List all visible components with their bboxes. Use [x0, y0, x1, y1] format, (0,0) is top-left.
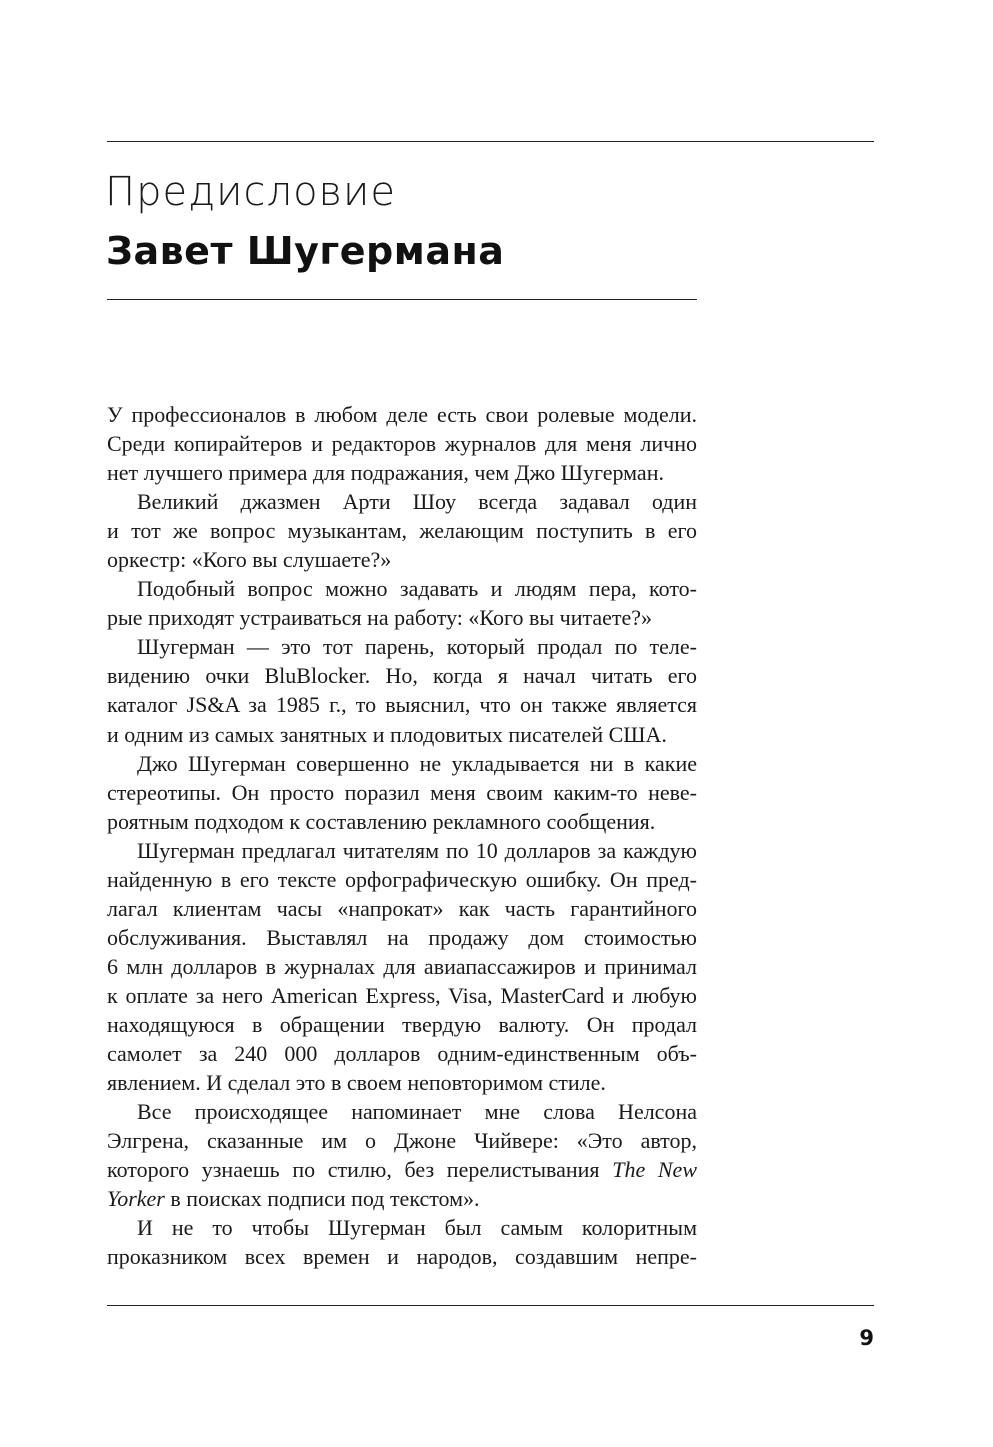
body-line: Великий джазмен Арти Шоу всегда задавал один — [137, 489, 697, 515]
body-line: лагал клиентам часы «напрокат» как часть гарантийного — [107, 895, 697, 921]
body-line: Элгрена, сказанные им о Джоне Чийвере: «Это автор, — [107, 1128, 697, 1154]
body-line: стереотипы. Он просто поразил меня своим каким-то неве- — [107, 779, 697, 805]
body-line: найденную в его тексте орфографическую ошибку. Он пред- — [107, 866, 697, 892]
chapter-label: Предисловие — [105, 169, 396, 215]
body-line: обслуживания. Выставлял на продажу дом стоимостью — [107, 924, 697, 950]
body-line: Подобный вопрос можно задавать и людям пера, кото- — [137, 576, 697, 602]
body-line: Все происходящее напоминает мне слова Нелсона — [137, 1099, 697, 1125]
body-line — [107, 1155, 697, 1184]
footer-rule — [107, 1305, 874, 1306]
body-line: и тот же вопрос музыкантам, желающим поступить в его — [107, 518, 697, 544]
italic-title: The New — [612, 1157, 697, 1183]
page-number: 9 — [859, 1326, 874, 1350]
body-line: Джо Шугерман совершенно не укладывается ни в какие — [137, 750, 697, 776]
body-text — [107, 400, 697, 1271]
italic-title: Yorker — [107, 1186, 165, 1212]
body-line: Шугерман — это тот парень, который продал по теле- — [137, 634, 697, 660]
body-line: роятным подходом к составлению рекламного сообщения. — [107, 808, 656, 834]
body-line: нет лучшего примера для подражания, чем Джо Шугерман. — [107, 460, 664, 486]
body-line: и одним из самых занятных и плодовитых писателей США. — [107, 721, 667, 747]
body-line: каталог JS&A за 1985 г., то выяснил, что он также является — [107, 692, 697, 718]
body-line: самолет за 240 000 долларов одним-единственным объ- — [107, 1041, 697, 1067]
top-rule — [107, 141, 874, 142]
body-line: Шугерман предлагал читателям по 10 долларов за каждую — [137, 837, 697, 863]
body-line-text: в поисках подписи под текстом». — [164, 1186, 480, 1212]
body-line: У профессионалов в любом деле есть свои ролевые модели. — [107, 402, 697, 427]
body-line-text: которого узнаешь по стилю, без перелистывания — [107, 1157, 613, 1183]
body-line: явлением. И сделал это в своем неповторимом стиле. — [107, 1070, 606, 1096]
body-line: проказником всех времен и народов, создавшим непре- — [107, 1244, 697, 1270]
body-line: Среди копирайтеров и редакторов журналов для меня лично — [107, 431, 697, 457]
body-line: оркестр: «Кого вы слушаете?» — [107, 547, 392, 573]
body-line: 6 млн долларов в журналах для авиапассажиров и принимал — [107, 953, 697, 979]
title-rule — [107, 299, 697, 300]
chapter-title: Завет Шугермана — [106, 229, 505, 273]
body-line: рые приходят устраиваться на работу: «Кого вы читаете?» — [107, 605, 653, 631]
body-line: видению очки BluBlocker. Но, когда я начал читать его — [107, 663, 697, 689]
body-line: находящуюся в обращении твердую валюту. Он продал — [107, 1011, 697, 1037]
body-line: к оплате за него American Express, Visa, MasterCard и любую — [107, 982, 697, 1008]
body-line: И не то чтобы Шугерман был самым колоритным — [137, 1215, 697, 1241]
body-line — [107, 1184, 697, 1213]
